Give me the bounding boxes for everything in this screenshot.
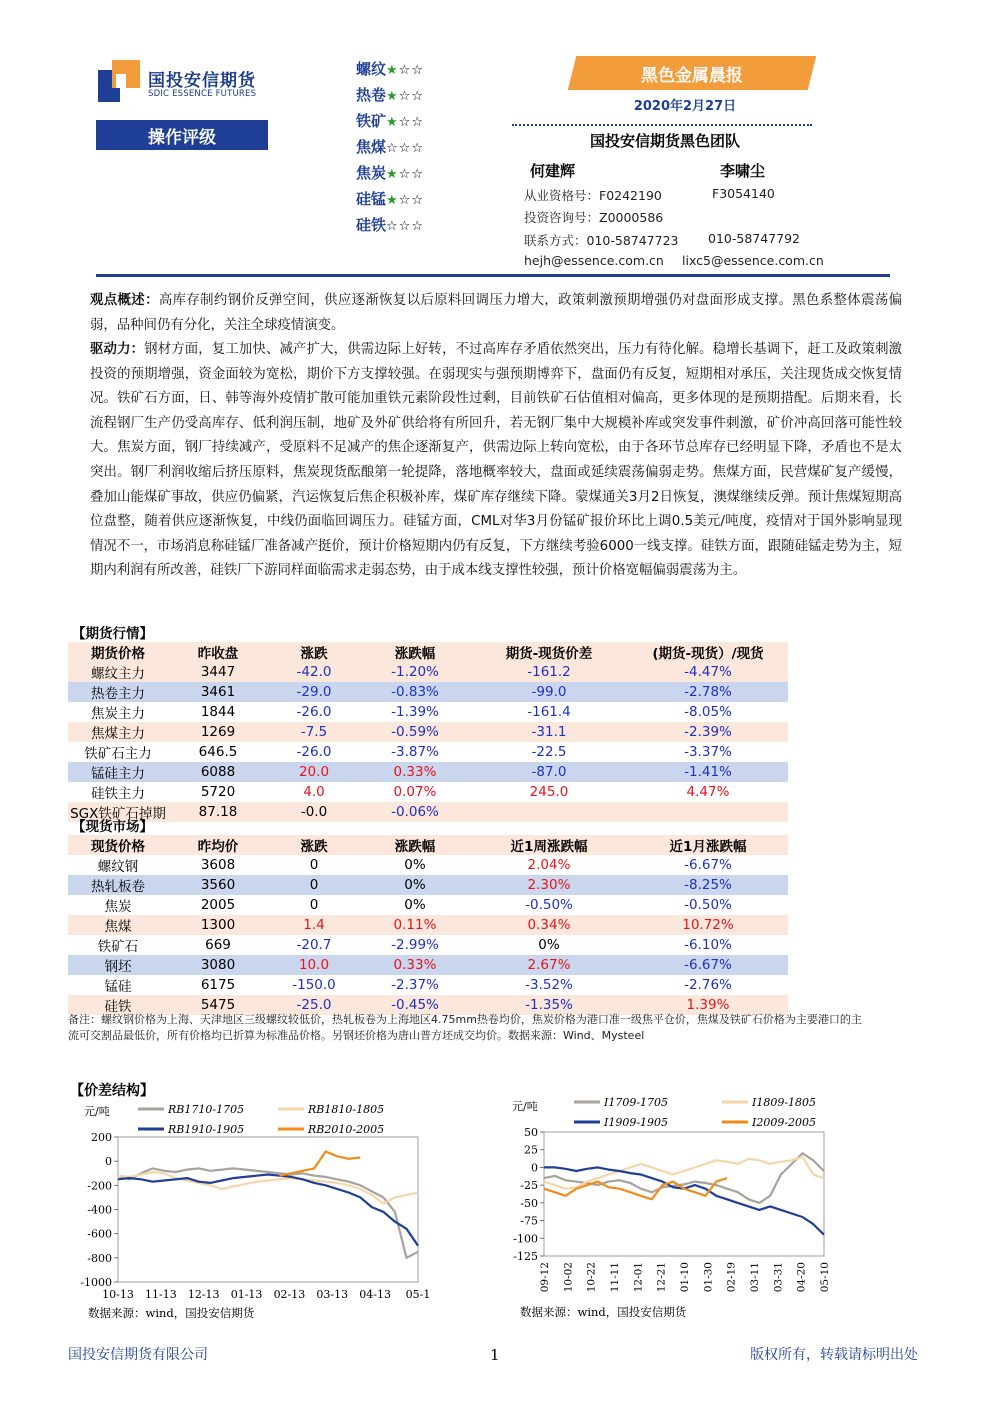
table-row xyxy=(68,895,788,915)
series-line xyxy=(544,1167,824,1234)
driver-text: 钢材方面，复工加快、减产扩大，供需边际上好转，不过高库存矛盾依然突出，压力有待化解。稳增长基调下，赶工及政策刺激投资的预期增强，资金面较为宽松，期价下方支撑较强。在弱现实与强预期博弈下，盘面仍有反复，短期相对承压，关注现货成交恢复情况。铁矿石方面，日、韩等海外疫情扩散可能加重铁元素阶段性过剩，目前铁矿石估值相对偏高，更多体现的是预期措配。后期来看，长流程钢厂生产仍受高库存、低利润压制，地矿及外矿供给将有所回升，若无钢厂集中大规模补库或突发事件刺激，矿价冲高回落可能性较大。焦炭方面，钢厂持续减产，受原料不足减产的焦企逐渐复产，供需边际上转向宽松，由于各环节总库存已经明显下降，矛盾也不是太突出。钢厂利润收缩后挤压原料，焦炭现货酝酿第一轮提降，落地概率较大，盘面或延续震荡偏弱走势。焦煤方面，民营煤矿复产缓慢，叠加山能煤矿事故，供应仍偏紧，汽运恢复后焦企积极补库，煤矿库存继续下降。蒙煤通关3月2日恢复，澳煤继续反弹。预计焦煤短期高位盘整，随着供应逐渐恢复，中线仍面临回调压力。硅锰方面，CML对华3月份锰矿报价环比上调0.5美元/吨度，疫情对于国外影响显现情况不一，市场消息称硅锰厂准备减产挺价，预计价格短期内仍有反复，下方继续考验6000一线支撑。硅铁方面，跟随硅锰走势为主，短期内利润有所改善，硅铁厂下游同样面临需求走弱态势，由于成本线支撑性较强，预计价格宽幅偏弱震荡为主。 xyxy=(90,342,903,579)
table-cell: -8.25% xyxy=(684,877,732,893)
table-cell: 焦煤主力 xyxy=(91,726,145,742)
plot-frame xyxy=(544,1132,824,1256)
table-cell: 0.33% xyxy=(393,764,437,780)
rating-stars xyxy=(386,193,424,208)
table-cell: 1300 xyxy=(200,917,236,933)
company-name-en: SDIC ESSENCE FUTURES xyxy=(148,89,257,99)
license-number-2: F3054140 xyxy=(712,186,775,201)
table-cell: -161.2 xyxy=(527,664,571,680)
table-cell: 螺纹钢 xyxy=(97,859,139,875)
star-empty-icon: ☆☆☆ xyxy=(386,219,424,234)
table-cell: 0% xyxy=(404,857,426,873)
table-cell: -25.0 xyxy=(296,997,332,1013)
table-cell: 10.72% xyxy=(682,917,734,933)
table-cell: 硅铁主力 xyxy=(91,786,145,802)
table-cell: 1.4 xyxy=(303,917,325,933)
table-cell: 3080 xyxy=(200,957,236,973)
phone-1: 联系方式：010-58747723 xyxy=(524,233,679,248)
rating-title: 操作评级 xyxy=(96,120,268,150)
table-cell: -26.0 xyxy=(296,744,332,760)
table-header-cell: 近1周涨跌幅 xyxy=(510,839,588,855)
x-tick-label: 01-30 xyxy=(702,1262,715,1293)
table-cell: -26.0 xyxy=(296,704,332,720)
table-cell: 锰硅主力 xyxy=(91,766,145,782)
table-cell: 4.0 xyxy=(303,784,325,800)
rating-item xyxy=(356,110,476,136)
table-header-cell: (期货-现货）/现货 xyxy=(652,646,764,662)
consult-number: 投资咨询号：Z0000586 xyxy=(524,210,664,225)
rating-name: 螺纹 xyxy=(356,60,387,78)
table-section-title: 【现货市场】 xyxy=(72,819,153,835)
y-tick-label: 50 xyxy=(524,1126,538,1139)
series-line xyxy=(280,1152,361,1176)
table-header-cell: 昨均价 xyxy=(197,839,239,855)
footer-company: 国投安信期货有限公司 xyxy=(68,1347,208,1363)
table-row xyxy=(68,682,788,702)
table-section-title: 【期货行情】 xyxy=(72,626,153,642)
table-cell: -0.06% xyxy=(391,804,439,820)
table-cell: -99.0 xyxy=(531,684,567,700)
star-filled-icon: ★ xyxy=(386,89,399,104)
rating-item xyxy=(356,136,476,162)
y-tick-label: -600 xyxy=(87,1227,112,1241)
table-cell: -0.50% xyxy=(525,897,573,913)
table-cell: 热轧板卷 xyxy=(91,879,145,895)
table-cell: 6175 xyxy=(200,977,236,993)
table-header-cell: 涨跌幅 xyxy=(394,839,436,855)
legend-label: RB2010-2005 xyxy=(308,1123,385,1136)
table-cell: 0.11% xyxy=(393,917,437,933)
table-cell: -0.0 xyxy=(300,804,328,820)
footer-rights: 版权所有，转载请标明出处 xyxy=(750,1347,918,1363)
rating-item xyxy=(356,58,476,84)
table-cell: 0% xyxy=(404,877,426,893)
table-cell: 3461 xyxy=(200,684,236,700)
table-cell: -87.0 xyxy=(531,764,567,780)
star-empty-icon: ☆☆ xyxy=(398,115,424,130)
table-header-cell: 昨收盘 xyxy=(197,646,239,662)
x-tick-label: 09-12 xyxy=(539,1262,551,1293)
company-name-cn: 国投安信期货 xyxy=(148,71,256,91)
rating-list xyxy=(356,58,476,240)
table-row xyxy=(68,955,788,975)
x-tick-label: 10-13 xyxy=(102,1288,134,1301)
table-cell: 焦炭主力 xyxy=(91,706,145,722)
rating-stars xyxy=(386,63,424,78)
table-cell: -6.10% xyxy=(684,937,732,953)
table-cell: -1.35% xyxy=(525,997,573,1013)
phone-2: 010-58747792 xyxy=(708,231,800,246)
table-cell: 0.33% xyxy=(393,957,437,973)
table-cell: 1.39% xyxy=(686,997,730,1013)
table-cell: -0.83% xyxy=(391,684,439,700)
header-divider xyxy=(96,274,890,277)
table-header-cell: 近1月涨跌幅 xyxy=(669,839,747,855)
table-row xyxy=(68,875,788,895)
table-cell: -0.45% xyxy=(391,997,439,1013)
legend-label: RB1910-1905 xyxy=(168,1123,245,1136)
table-cell: -2.99% xyxy=(391,937,439,953)
table-cell: 螺纹主力 xyxy=(91,666,145,682)
y-tick-label: -200 xyxy=(87,1179,112,1193)
report-title: 黑色金属晨报 xyxy=(641,65,743,86)
iron-ore-spread-chart xyxy=(508,1090,848,1325)
rating-stars xyxy=(386,115,424,130)
x-tick-label: 10-22 xyxy=(585,1262,598,1293)
report-title-badge xyxy=(568,56,816,90)
table-cell: -20.7 xyxy=(296,937,332,953)
table-row xyxy=(68,935,788,955)
table-cell: 0 xyxy=(309,877,319,893)
table-cell: -2.78% xyxy=(684,684,732,700)
y-tick-label: -75 xyxy=(520,1214,538,1228)
table-cell: -1.39% xyxy=(391,704,439,720)
table-cell: 245.0 xyxy=(529,784,569,800)
table-cell: -2.76% xyxy=(684,977,732,993)
table-cell: 5475 xyxy=(200,997,236,1013)
y-tick-label: -800 xyxy=(87,1251,112,1265)
table-cell: -0.50% xyxy=(684,897,732,913)
rating-stars xyxy=(386,167,424,182)
table-row xyxy=(68,722,788,742)
table-cell: 0.34% xyxy=(527,917,571,933)
table-cell: 3560 xyxy=(200,877,236,893)
futures-table xyxy=(68,622,788,822)
star-filled-icon: ★ xyxy=(386,167,399,182)
table-row xyxy=(68,975,788,995)
star-empty-icon: ☆☆ xyxy=(398,193,424,208)
legend-label: I2009-2005 xyxy=(752,1116,817,1129)
star-filled-icon: ★ xyxy=(386,115,399,130)
x-tick-label: 03-31 xyxy=(772,1262,785,1293)
table-cell: 0% xyxy=(404,897,426,913)
table-cell: -22.5 xyxy=(531,744,567,760)
table-cell: 焦炭 xyxy=(104,899,132,915)
table-cell: 0% xyxy=(538,937,560,953)
analyst-1-name: 何建辉 xyxy=(530,162,576,180)
table-header-cell: 期货-现货价差 xyxy=(505,646,593,662)
rating-name: 铁矿 xyxy=(356,112,387,130)
rating-name: 焦炭 xyxy=(356,164,387,182)
table-cell: 铁矿石 xyxy=(97,939,139,955)
x-tick-label: 12-13 xyxy=(187,1288,220,1301)
x-tick-label: 01-13 xyxy=(230,1288,263,1301)
rating-item xyxy=(356,84,476,110)
table-cell: -161.4 xyxy=(527,704,571,720)
table-header-cell: 现货价格 xyxy=(91,839,145,855)
table-cell: -3.87% xyxy=(391,744,439,760)
table-cell: 1844 xyxy=(200,704,236,720)
x-tick-label: 04-13 xyxy=(359,1288,392,1301)
y-tick-label: 0 xyxy=(105,1155,112,1169)
x-tick-label: 05-1 xyxy=(405,1288,430,1301)
series-line xyxy=(118,1175,418,1246)
series-line xyxy=(118,1168,418,1257)
rating-stars xyxy=(386,89,424,104)
view-text: 高库存制约钢价反弹空间，供应逐渐恢复以后原料回调压力增大，政策刺激预期增强仍对盘面形成支撑。黑色系整体震荡偏弱，品种间仍有分化，关注全球疫情演变。 xyxy=(90,293,903,333)
table-cell: -150.0 xyxy=(292,977,336,993)
driver-label: 驱动力： xyxy=(90,342,145,357)
table-header-row xyxy=(68,642,788,662)
star-empty-icon: ☆☆ xyxy=(398,167,424,182)
legend-label: RB1810-1805 xyxy=(308,1103,385,1116)
table-cell: 2.67% xyxy=(527,957,571,973)
y-tick-label: 0 xyxy=(531,1161,538,1175)
table-cell: -2.37% xyxy=(391,977,439,993)
x-tick-label: 05-10 xyxy=(819,1262,831,1293)
charts-section-title: 【价差结构】 xyxy=(70,1083,154,1099)
table-header-cell: 涨跌 xyxy=(300,839,328,855)
table-cell: 硅铁 xyxy=(104,999,132,1015)
table-cell: 4.47% xyxy=(686,784,730,800)
x-tick-label: 04-20 xyxy=(795,1262,808,1293)
legend-label: I1709-1705 xyxy=(604,1096,669,1109)
table-cell: 1269 xyxy=(200,724,236,740)
table-cell: -42.0 xyxy=(296,664,332,680)
table-cell: -29.0 xyxy=(296,684,332,700)
y-tick-label: 200 xyxy=(91,1131,112,1144)
rating-item xyxy=(356,214,476,240)
table-cell: -31.1 xyxy=(531,724,567,740)
x-tick-label: 02-13 xyxy=(273,1288,306,1301)
legend-label: I1909-1905 xyxy=(604,1116,669,1129)
table-cell: -2.39% xyxy=(684,724,732,740)
table-row xyxy=(68,662,788,682)
y-axis-unit: 元/吨 xyxy=(512,1100,538,1113)
x-tick-label: 03-11 xyxy=(749,1262,761,1293)
dotted-divider xyxy=(512,124,812,126)
legend-label: RB1710-1705 xyxy=(168,1103,245,1116)
table-cell: -3.37% xyxy=(684,744,732,760)
table-cell: 3447 xyxy=(200,664,236,680)
legend-label: I1809-1805 xyxy=(752,1096,817,1109)
table-header-cell: 期货价格 xyxy=(91,646,145,662)
rating-item xyxy=(356,162,476,188)
team-name: 国投安信期货黑色团队 xyxy=(590,132,741,150)
table-note: 备注：螺纹钢价格为上海、天津地区三级螺纹较低价，热轧板卷为上海地区4.75mm热卷均价，焦炭价格为港口准一级焦平仓价，焦煤及铁矿石价格为主要港口的主流可交割品最低价，所有价格均已折算为标准品价格。另钢坯价格为唐山普方坯成交均价。数据来源：Wind、Mysteel xyxy=(68,1013,862,1042)
table-cell: 0 xyxy=(309,857,319,873)
star-empty-icon: ☆☆ xyxy=(398,89,424,104)
rating-name: 硅铁 xyxy=(356,216,387,234)
table-row xyxy=(68,762,788,782)
table-cell: 2.04% xyxy=(527,857,571,873)
star-filled-icon: ★ xyxy=(386,63,399,78)
table-row xyxy=(68,915,788,935)
y-tick-label: -400 xyxy=(87,1203,112,1217)
x-tick-label: 02-19 xyxy=(725,1262,738,1293)
x-tick-label: 01-10 xyxy=(679,1262,691,1293)
license-number: 从业资格号：F0242190 xyxy=(524,188,662,203)
chart-source: 数据来源：wind，国投安信期货 xyxy=(88,1306,255,1320)
table-cell: 6088 xyxy=(200,764,236,780)
driver-paragraph xyxy=(90,338,902,584)
rating-item xyxy=(356,188,476,214)
table-cell: 10.0 xyxy=(298,957,330,973)
table-cell: SGX铁矿石掉期 xyxy=(70,806,166,822)
table-header-row xyxy=(68,835,788,855)
y-tick-label: -50 xyxy=(520,1196,538,1210)
table-cell: 热卷主力 xyxy=(91,686,145,702)
table-header-cell: 涨跌幅 xyxy=(394,646,436,662)
table-cell: -1.41% xyxy=(684,764,732,780)
table-cell: -6.67% xyxy=(684,857,732,873)
y-axis-unit: 元/吨 xyxy=(84,1105,110,1118)
rb-spread-chart xyxy=(70,1095,430,1325)
x-tick-label: 12-21 xyxy=(655,1262,668,1293)
table-cell: 2005 xyxy=(200,897,236,913)
y-tick-label: -125 xyxy=(513,1250,538,1263)
rating-stars xyxy=(386,219,424,234)
table-cell: 20.0 xyxy=(298,764,330,780)
table-row xyxy=(68,702,788,722)
y-tick-label: -100 xyxy=(513,1232,538,1246)
table-cell: 87.18 xyxy=(198,804,238,820)
chart-source: 数据来源：wind，国投安信期货 xyxy=(520,1305,687,1319)
table-cell: 3608 xyxy=(200,857,236,873)
company-logo-icon xyxy=(98,60,140,102)
rating-name: 焦煤 xyxy=(356,138,387,156)
star-empty-icon: ☆☆ xyxy=(398,63,424,78)
series-line xyxy=(118,1172,418,1204)
table-row xyxy=(68,855,788,875)
rating-stars xyxy=(386,141,424,156)
table-cell: -4.47% xyxy=(684,664,732,680)
table-cell: -1.20% xyxy=(391,664,439,680)
star-filled-icon: ★ xyxy=(386,193,399,208)
table-cell: 0.07% xyxy=(393,784,437,800)
table-cell: -0.59% xyxy=(391,724,439,740)
table-cell: 焦煤 xyxy=(104,919,132,935)
x-tick-label: 10-02 xyxy=(562,1262,575,1293)
table-row xyxy=(68,742,788,762)
view-label: 观点概述： xyxy=(90,293,159,308)
y-tick-label: -25 xyxy=(520,1179,538,1193)
table-header-cell: 涨跌 xyxy=(300,646,328,662)
report-date: 2020年2月27日 xyxy=(633,99,737,114)
table-cell: -3.52% xyxy=(525,977,573,993)
rating-name: 硅锰 xyxy=(356,190,387,208)
table-cell: 锰硅 xyxy=(104,979,132,995)
table-cell: -6.67% xyxy=(684,957,732,973)
email-2[interactable]: lixc5@essence.com.cn xyxy=(682,253,824,268)
table-cell: -7.5 xyxy=(300,724,328,740)
table-cell: 669 xyxy=(205,937,231,953)
table-cell: 2.30% xyxy=(527,877,571,893)
plot-frame xyxy=(118,1137,418,1282)
page-number: 1 xyxy=(490,1346,500,1364)
email-1[interactable]: hejh@essence.com.cn xyxy=(524,253,664,268)
y-tick-label: -1000 xyxy=(80,1276,112,1289)
x-tick-label: 12-01 xyxy=(632,1262,645,1293)
x-tick-label: 11-11 xyxy=(609,1262,621,1293)
table-cell: 铁矿石主力 xyxy=(84,746,152,762)
x-tick-label: 11-13 xyxy=(144,1288,177,1301)
table-cell: 钢坯 xyxy=(104,959,132,975)
star-empty-icon: ☆☆☆ xyxy=(386,141,424,156)
spot-table xyxy=(68,815,788,1015)
table-cell: 646.5 xyxy=(198,744,238,760)
rating-name: 热卷 xyxy=(356,86,387,104)
view-paragraph xyxy=(90,289,902,338)
table-cell: 5720 xyxy=(200,784,236,800)
table-cell: -8.05% xyxy=(684,704,732,720)
y-tick-label: 25 xyxy=(524,1143,538,1157)
x-tick-label: 03-13 xyxy=(316,1288,349,1301)
table-cell: 0 xyxy=(309,897,319,913)
analyst-2-name: 李啸尘 xyxy=(720,162,766,180)
table-row xyxy=(68,782,788,802)
